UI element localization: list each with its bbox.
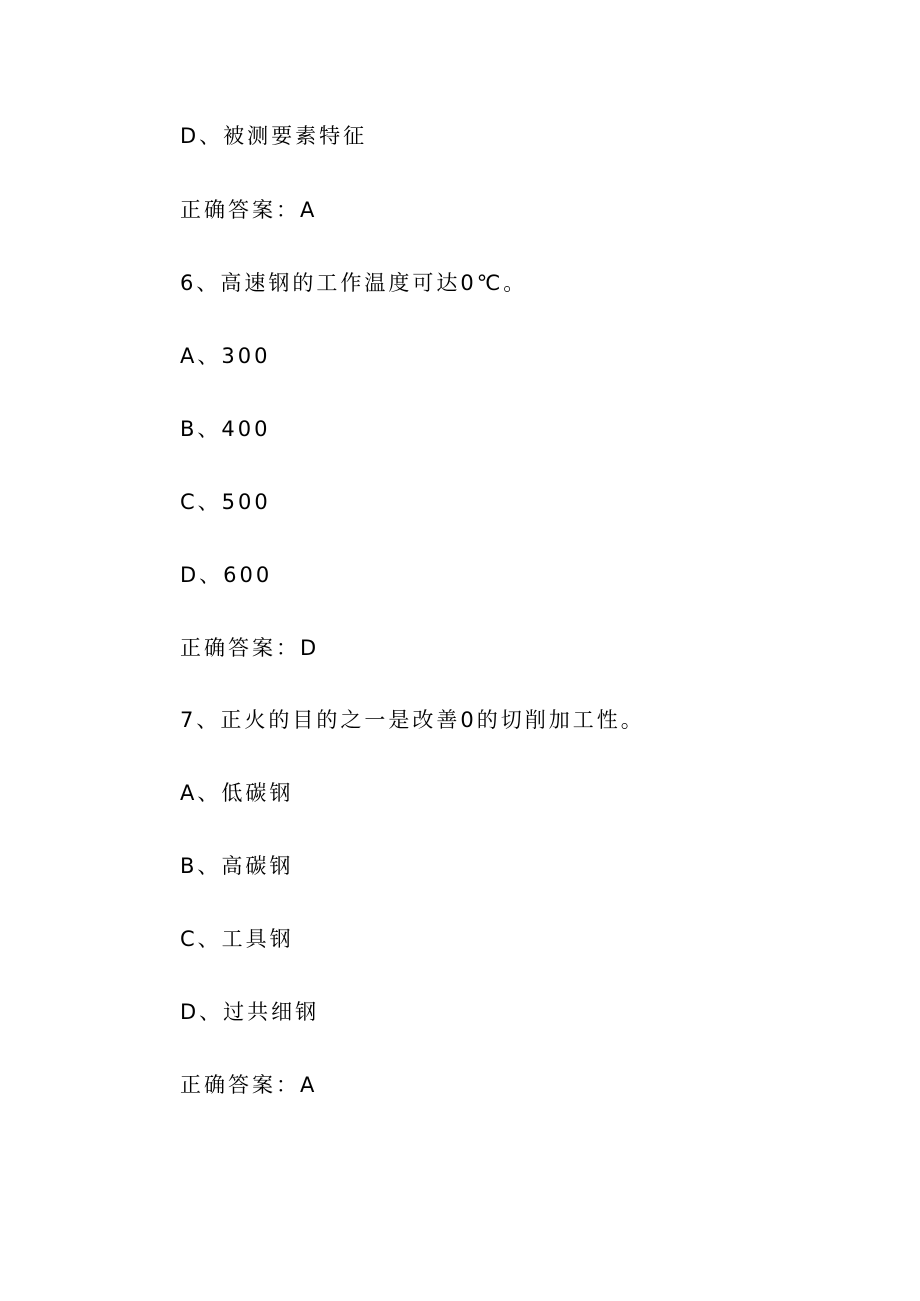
question-7-option-b: B、高碳钢 bbox=[180, 854, 294, 878]
question-7-answer: 正确答案：A bbox=[180, 1073, 318, 1097]
question-6-option-d: D、600 bbox=[180, 563, 273, 587]
question-7-option-a: A、低碳钢 bbox=[180, 781, 294, 805]
question-6-option-b: B、400 bbox=[180, 417, 271, 441]
question-7-option-c: C、工具钢 bbox=[180, 927, 294, 951]
prev-question-answer: 正确答案：A bbox=[180, 198, 318, 222]
question-6-stem: 6、高速钢的工作温度可达0℃。 bbox=[180, 271, 528, 295]
question-6-option-c: C、500 bbox=[180, 490, 271, 514]
question-6-answer: 正确答案：D bbox=[180, 636, 320, 660]
prev-question-option-d: D、被测要素特征 bbox=[180, 124, 368, 148]
question-7-stem: 7、正火的目的之一是改善0的切削加工性。 bbox=[180, 708, 645, 732]
question-7-option-d: D、过共细钢 bbox=[180, 1000, 320, 1024]
question-6-option-a: A、300 bbox=[180, 344, 271, 368]
